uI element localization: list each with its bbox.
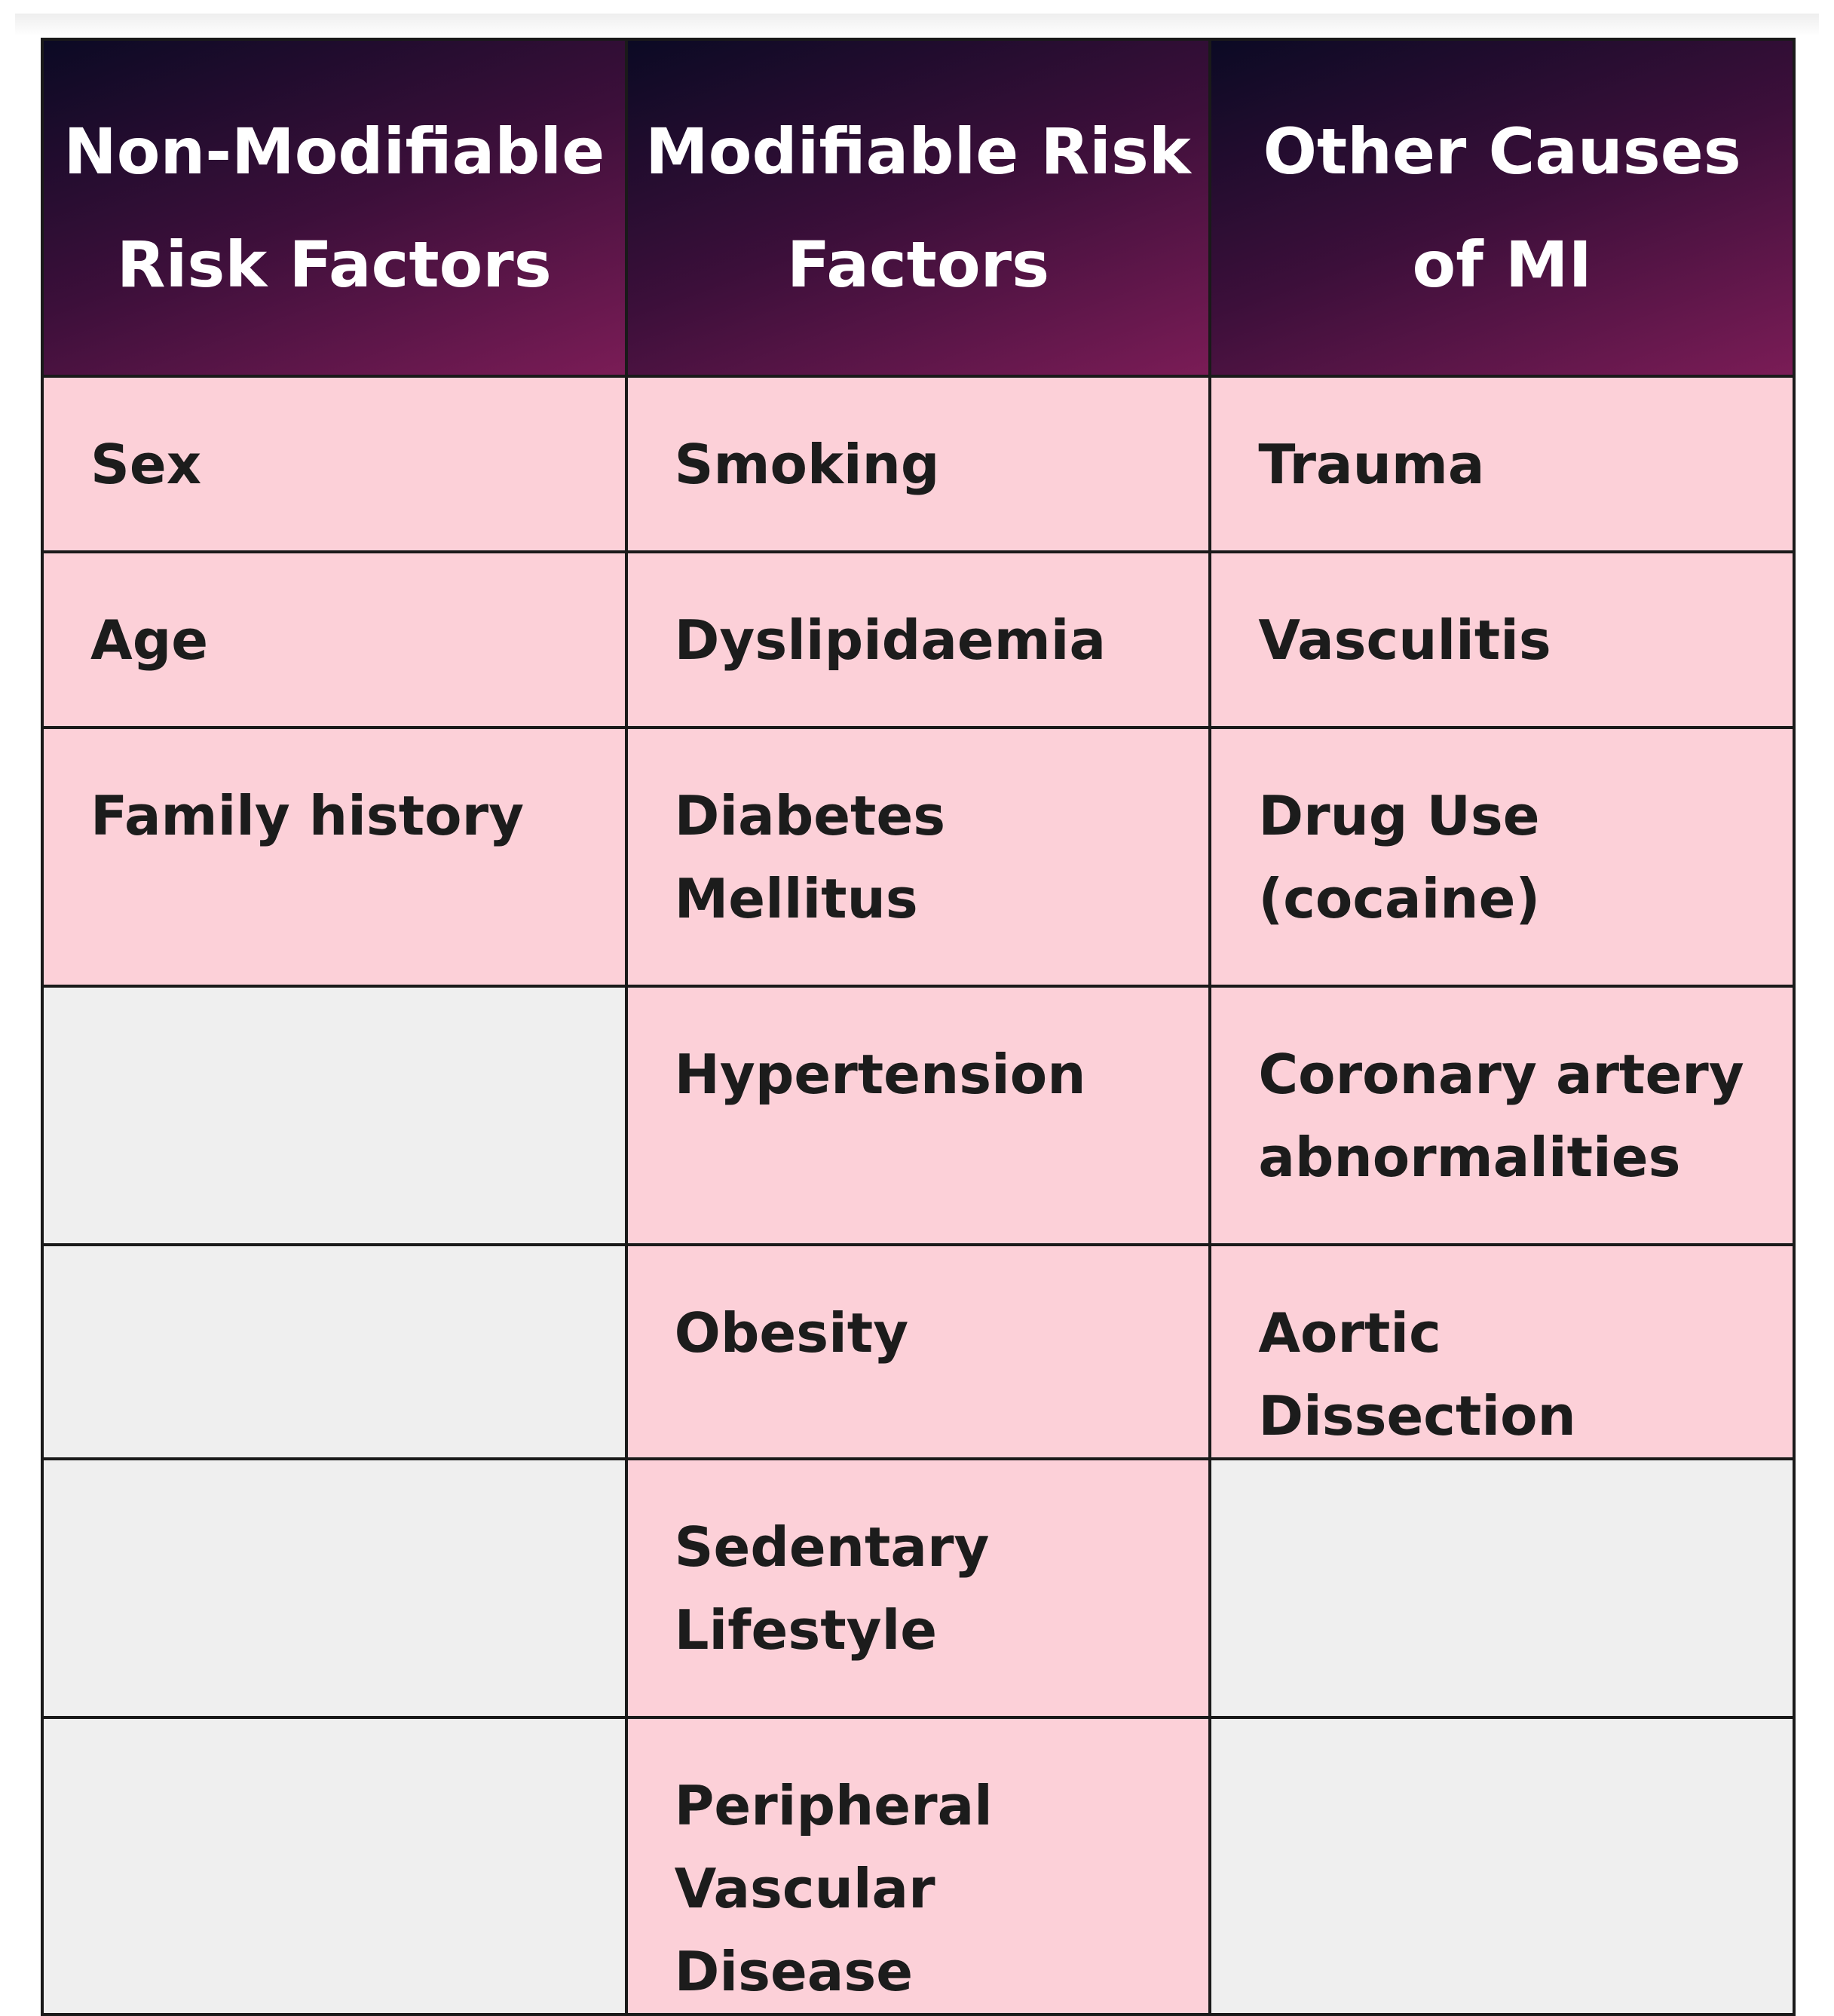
table-cell xyxy=(42,552,626,728)
table-cell xyxy=(1210,986,1794,1245)
cell-text: Smoking xyxy=(674,433,940,496)
table-cell xyxy=(626,1459,1211,1717)
table-row xyxy=(42,1459,1794,1717)
header-modifiable: Modifiable Risk Factors xyxy=(626,39,1211,376)
header-non-modifiable: Non-Modifiable Risk Factors xyxy=(42,39,626,376)
table-row xyxy=(42,1717,1794,2014)
cell-text: Age xyxy=(90,608,209,672)
cell-text: Diabetes Mellitus xyxy=(674,784,946,930)
table-cell xyxy=(626,1245,1211,1459)
empty-cell xyxy=(42,1245,626,1459)
empty-cell xyxy=(42,1717,626,2014)
table-row xyxy=(42,986,1794,1245)
table-row xyxy=(42,1245,1794,1459)
empty-cell xyxy=(1210,1459,1794,1717)
cell-text: Vasculitis xyxy=(1258,608,1551,672)
top-shadow xyxy=(15,14,1819,36)
table-cell xyxy=(42,376,626,552)
table-cell xyxy=(1210,376,1794,552)
cell-text: Dyslipidaemia xyxy=(674,608,1107,672)
empty-cell xyxy=(42,1459,626,1717)
table-cell xyxy=(626,552,1211,728)
cell-text: Aortic Dissection xyxy=(1258,1301,1576,1448)
table-row xyxy=(42,728,1794,986)
table-cell xyxy=(1210,1245,1794,1459)
mi-risk-factors-table xyxy=(41,38,1796,2016)
empty-cell xyxy=(1210,1717,1794,2014)
cell-text: Trauma xyxy=(1258,433,1485,496)
cell-text: Peripheral Vascular Disease xyxy=(674,1774,993,2003)
table-cell xyxy=(42,728,626,986)
cell-text: Sex xyxy=(90,433,202,496)
empty-cell xyxy=(42,986,626,1245)
table-row xyxy=(42,376,1794,552)
table-cell xyxy=(1210,728,1794,986)
table-cell xyxy=(626,376,1211,552)
table-row xyxy=(42,552,1794,728)
header-other-causes: Other Causes of MI xyxy=(1210,39,1794,376)
cell-text: Sedentary Lifestyle xyxy=(674,1515,990,1662)
table-cell xyxy=(626,986,1211,1245)
cell-text: Drug Use (cocaine) xyxy=(1258,784,1541,930)
table-cell xyxy=(1210,552,1794,728)
table-cell xyxy=(626,728,1211,986)
cell-text: Hypertension xyxy=(674,1043,1086,1106)
header-row xyxy=(42,39,1794,376)
cell-text: Family history xyxy=(90,784,525,847)
cell-text: Coronary artery abnormalities xyxy=(1258,1043,1744,1189)
cell-text: Obesity xyxy=(674,1301,909,1365)
table-cell xyxy=(626,1717,1211,2014)
